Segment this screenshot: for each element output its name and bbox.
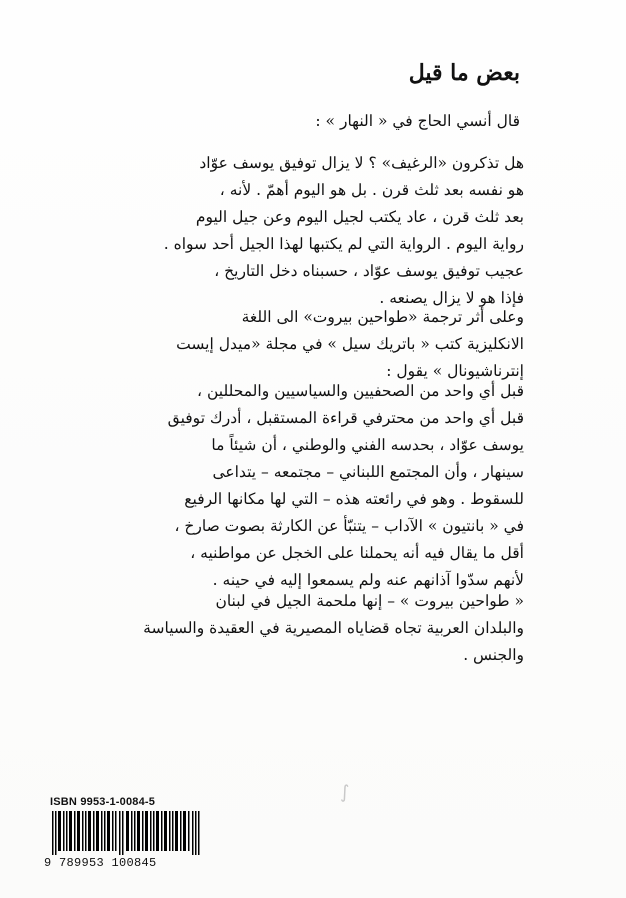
text-line: بعد ثلث قرن ، عاد يكتب لجيل اليوم وعن جيل اليوم <box>195 208 524 226</box>
text-line: يوسف عوّاد ، بحدسه الفني والوطني ، أن شيئاً ما <box>211 436 524 454</box>
text-line: هل تذكرون «الرغيف» ؟ لا يزال توفيق يوسف عوّاد <box>199 154 524 172</box>
text-line: والجنس . <box>463 646 524 664</box>
text-line: قبل أي واحد من محترفي قراءة المستقبل ، أدرك توفيق <box>167 409 524 427</box>
text-line: هو نفسه بعد ثلث قرن . بل هو اليوم أهمّ . لأنه ، <box>219 181 524 199</box>
text-line: وعلى أثر ترجمة «طواحين بيروت» الى اللغة <box>241 308 524 326</box>
text-line: والبلدان العربية تجاه قضاياه المصيرية في العقيدة والسياسة <box>143 619 524 637</box>
intro-line: قال أنسي الحاج في « النهار » : <box>315 112 520 130</box>
text-line: لأنهم سدّوا آذانهم عنه ولم يسمعوا إليه في حينه . <box>212 571 524 589</box>
text-line: الانكليزية كتب « باتريك سيل » في مجلة «ميدل إيست <box>176 335 524 353</box>
text-line: عجيب توفيق يوسف عوّاد ، حسبناه دخل التاريخ ، <box>214 262 524 280</box>
barcode-icon <box>52 811 200 855</box>
text-line: سينهار ، وأن المجتمع اللبناني – مجتمعه – يتداعى <box>212 463 524 481</box>
paragraph-1 <box>12 150 524 312</box>
text-line: في « بانتيون » الآداب – يتنبّأ عن الكارثة بصوت صارخ ، <box>174 517 524 535</box>
paragraph-2 <box>12 304 524 385</box>
paragraph-3 <box>12 378 524 594</box>
text-line: أقل ما يقال فيه أنه يحملنا على الخجل عن مواطنيه ، <box>190 544 524 562</box>
text-line: « طواحين بيروت » – إنها ملحمة الجيل في لبنان <box>215 592 524 610</box>
paragraph-4 <box>12 588 524 669</box>
isbn-block <box>44 796 204 876</box>
text-line: قبل أي واحد من الصحفيين والسياسيين والمحللين ، <box>197 382 524 400</box>
ink-mark: ∫ <box>340 782 350 803</box>
isbn-label: ISBN 9953-1-0084-5 <box>50 796 156 808</box>
text-line: للسقوط . وهو في رائعته هذه – التي لها مكانها الرفيع <box>184 490 524 508</box>
text-line: إنترناشيونال » يقول : <box>386 362 524 380</box>
barcode-digits: 9 789953 100845 <box>44 856 157 870</box>
section-heading: بعض ما قيل <box>408 60 520 86</box>
text-line: فإذا هو لا يزال يصنعه . <box>379 289 524 307</box>
text-line: رواية اليوم . الرواية التي لم يكتبها لهذا الجيل أحد سواه . <box>163 235 524 253</box>
